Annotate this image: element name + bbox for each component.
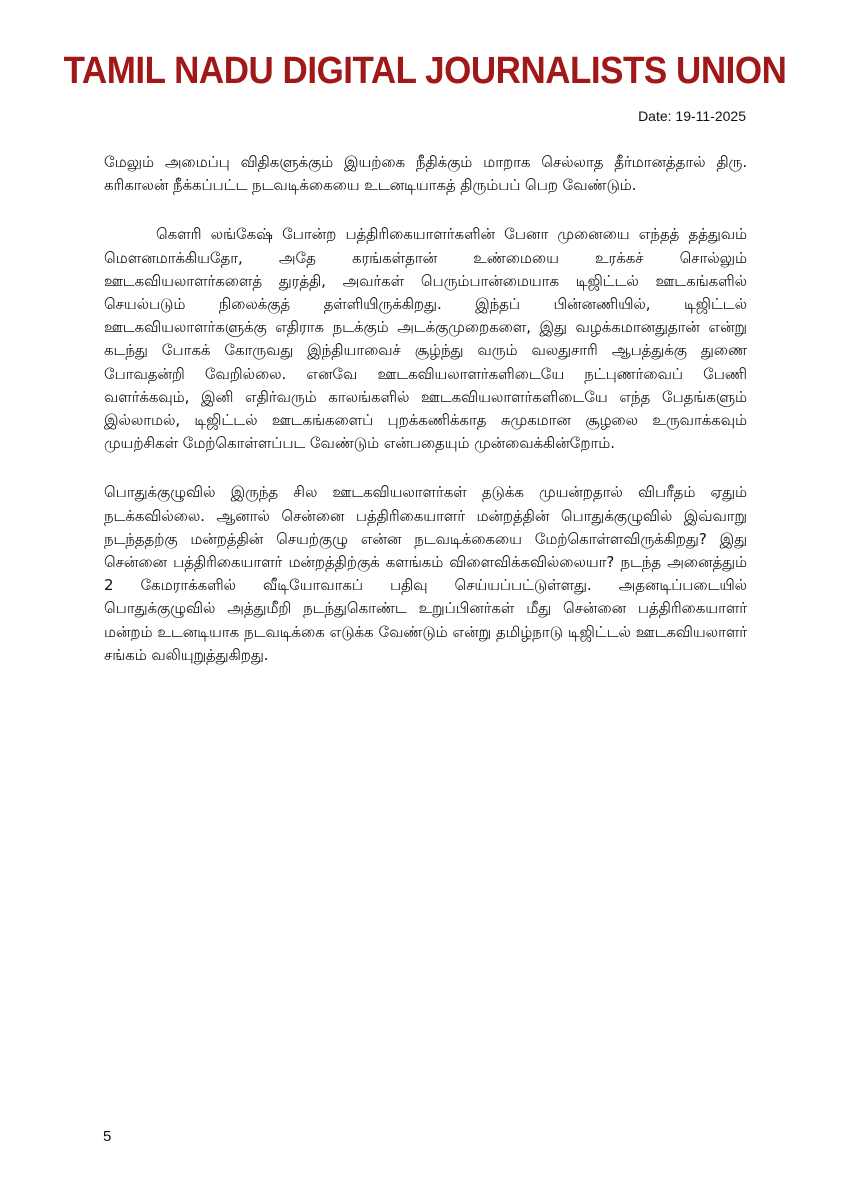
paragraph-general-body: பொதுக்குழுவில் இருந்த சில ஊடகவியலாளர்கள் தடுக்க முயன்றதால் விபரீதம் ஏதும் நடக்கவில்லை. ஆனால் சென்னை பத்திரிகையாளர் மன்றத்தின் பொதுக்குழுவில் இவ்வாறு நடந்ததற்கு மன்றத்தின் செயற்குழு என்ன நடவடிக்கையை மேற்கொள்ளவிருக்கிறது? இது சென்னை பத்திரிகையாளர் மன்றத்திற்குக் களங்கம் விளைவிக்கவில்லையா? நடந்த அனைத்தும் 2 கேமராக்களில் வீடியோவாகப் பதிவு செய்யப்பட்டுள்ளது. அதனடிப்படையில் பொதுக்குழுவில் அத்துமீறி நடந்துகொண்ட உறுப்பினர்கள் மீது சென்னை பத்திரிகையாளர் மன்றம் உடனடியாக நடவடிக்கை எடுக்க வேண்டும் என்று தமிழ்நாடு டிஜிட்டல் ஊடகவியலாளர் சங்கம் வலியுறுத்துகிறது. — [104, 483, 747, 664]
paragraph-demand: மேலும் அமைப்பு விதிகளுக்கும் இயற்கை நீதிக்கும் மாறாக செல்லாத தீர்மானத்தால் திரு. கரிகாலன் நீக்கப்பட்ட நடவடிக்கையை உடனடியாகத் திரும்பப் பெற வேண்டும். — [104, 153, 747, 195]
paragraph-context: கௌரி லங்கேஷ் போன்ற பத்திரிகையாளர்களின் பேனா முனையை எந்தத் தத்துவம் மௌனமாக்கியதோ, அதே கரங்கள்தான் உண்மையை உரக்கச் சொல்லும் ஊடகவியலாளர்களைத் துரத்தி, அவர்கள் பெரும்பான்மையாக டிஜிட்டல் ஊடகங்களில் செயல்படும் நிலைக்குத் தள்ளியிருக்கிறது. இந்தப் பின்னணியில், டிஜிட்டல் ஊடகவியலாளர்களுக்கு எதிராக நடக்கும் அடக்குமுறைகளை, இது வழக்கமானதுதான் என்று கடந்து போகக் கோருவது இந்தியாவைச் சூழ்ந்து வரும் வலதுசாரி ஆபத்துக்கு துணை போவதன்றி வேறில்லை. எனவே ஊடகவியலாளர்களிடையே நட்புணர்வைப் பேணி வளர்க்கவும், இனி எதிர்வரும் காலங்களில் ஊடகவியலாளர்களிடையே எந்த பேதங்களும் இல்லாமல், டிஜிட்டல் ஊடகங்களைப் புறக்கணிக்காத சுமுகமான சூழலை உருவாக்கவும் முயற்சிகள் மேற்கொள்ளப்பட வேண்டும் என்பதையும் முன்வைக்கின்றோம். — [104, 225, 747, 453]
organization-title: TAMIL NADU DIGITAL JOURNALISTS UNION — [63, 50, 787, 92]
page-number: 5 — [103, 1128, 112, 1145]
letter-body — [104, 151, 747, 693]
document-date: Date: 19-11-2025 — [638, 108, 746, 124]
